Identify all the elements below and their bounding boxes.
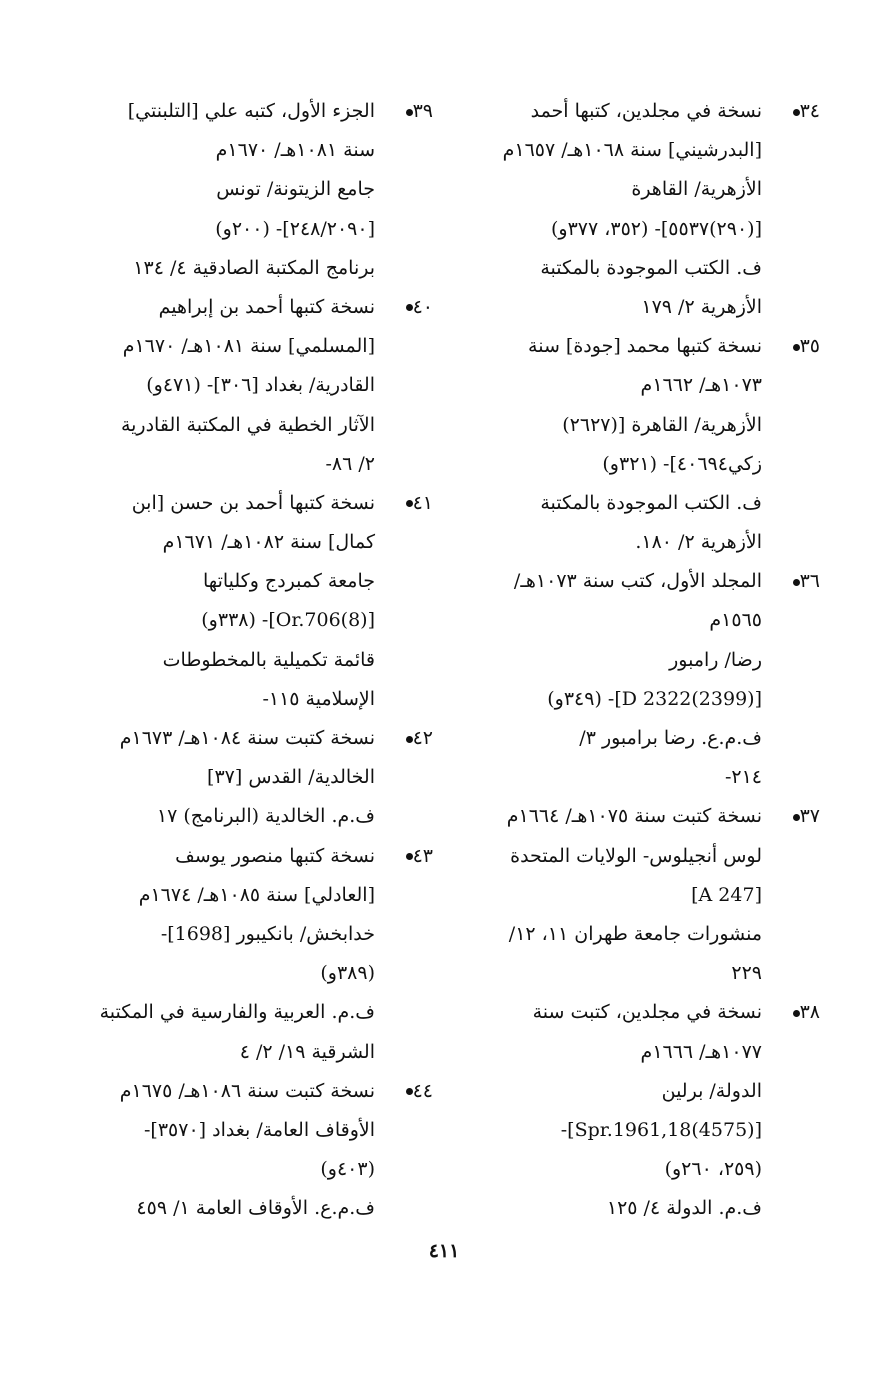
entry-line-text: ف.م.ع. رضا برامبور ٣/	[579, 727, 762, 749]
bullet-icon	[793, 814, 800, 821]
manuscript-entry	[470, 327, 820, 562]
entry-number-text: ٤٤	[412, 1079, 433, 1102]
bullet-icon	[406, 853, 413, 860]
manuscript-entry	[88, 837, 433, 1072]
entry-line-text: نسخة كتبت سنة ١٠٧٥هـ/ ١٦٦٤م	[506, 805, 762, 828]
entry-first-line	[88, 92, 433, 131]
page-number: ٤١١	[428, 1240, 460, 1262]
entry-first-line	[470, 797, 820, 836]
entry-line-text: زكي٤٠٦٩٤]- (٣٢١و)	[602, 452, 762, 475]
entry-line-text: نسخة كتبها منصور يوسف	[175, 844, 375, 867]
entry-first-line	[88, 288, 433, 327]
entry-line-text: الأزهرية ٢/ ١٨٠.	[635, 531, 762, 554]
entry-first-line	[470, 327, 820, 366]
entry-line-text: نسخة في مجلدين، كتبت سنة	[532, 1001, 762, 1024]
entry-line-text: [٢٤٨/٢٠٩٠]- (٢٠٠و)	[215, 217, 375, 240]
entry-line-text: الأزهرية ٢/ ١٧٩	[641, 295, 762, 318]
entry-line-text: منشورات جامعة طهران ١١، ١٢/	[508, 922, 762, 945]
entry-first-line	[470, 993, 820, 1032]
bullet-icon	[406, 736, 413, 743]
manuscript-entry	[470, 797, 820, 993]
entry-line-text: [المسلمي] سنة ١٠٨١هـ/ ١٦٧٠م	[122, 335, 375, 358]
entry-line-text: [Or.706(8)]- (٣٣٨و)	[201, 609, 375, 632]
entry-line-text: ف. الكتب الموجودة بالمكتبة	[540, 256, 762, 279]
entry-line-text: سنة ١٠٨١هـ/ ١٦٧٠م	[215, 139, 375, 162]
bullet-icon	[406, 304, 413, 311]
entry-line-text: نسخة كتبت سنة ١٠٨٤هـ/ ١٦٧٣م	[119, 727, 375, 749]
entry-line-text: ف.م. الخالدية (البرنامج) ١٧	[156, 805, 375, 828]
entry-line-text: نسخة كتبها محمد [جودة] سنة	[528, 335, 762, 358]
entry-line-text: برنامج المكتبة الصادقية ٤/ ١٣٤	[133, 256, 375, 279]
bullet-icon	[406, 1088, 413, 1095]
entry-number-text: ٣٤	[799, 100, 820, 122]
entry-line-text: رضا/ رامبور	[669, 648, 762, 671]
entry-line-text: نسخة كتبت سنة ١٠٨٦هـ/ ١٦٧٥م	[119, 1079, 375, 1102]
manuscript-entry	[88, 484, 433, 719]
entry-line-text: [(٢٩٠)٥٥٣٧]- (٣٥٢، ٣٧٧و)	[550, 217, 762, 240]
entry-line-text: الشرقية ١٩/ ٢/ ٤	[239, 1040, 375, 1063]
entry-number-text: ٣٨	[799, 1001, 820, 1024]
bullet-icon	[406, 500, 413, 507]
manuscript-entry	[88, 288, 433, 484]
entry-line-text: جامع الزيتونة/ تونس	[216, 178, 375, 201]
entry-first-line	[88, 484, 433, 523]
entry-first-line	[470, 562, 820, 601]
entry-number-text: ٤٣	[412, 844, 433, 867]
manuscript-entry	[470, 993, 820, 1228]
entry-line-text: الأزهرية/ القاهرة	[631, 178, 762, 201]
right-column	[470, 92, 820, 1228]
entry-line-text: قائمة تكميلية بالمخطوطات	[162, 648, 375, 671]
entry-line-text: [A 247]	[691, 883, 762, 906]
entry-number	[762, 92, 820, 131]
entry-line-text: نسخة كتبها أحمد بن حسن [ابن	[131, 491, 375, 514]
entry-line-text: [D 2322(2399)]- (٣٤٩و)	[547, 687, 762, 710]
left-column	[88, 92, 433, 1228]
entry-first-line	[470, 92, 820, 131]
manuscript-entry	[470, 92, 820, 327]
entry-number	[762, 993, 820, 1032]
manuscript-entry	[470, 562, 820, 797]
entry-number	[375, 837, 433, 876]
entry-line-text: نسخة في مجلدين، كتبها أحمد	[530, 100, 762, 122]
entry-line-text: الأوقاف العامة/ بغداد [٣٥٧٠]-	[143, 1118, 375, 1141]
manuscript-entry	[88, 1072, 433, 1229]
entry-line-text: ١٠٧٣هـ/ ١٦٦٢م	[640, 374, 762, 397]
entry-number	[375, 92, 433, 131]
entry-number-text: ٣٧	[799, 805, 820, 828]
entry-number-text: ٣٥	[799, 335, 820, 358]
entry-line-text: الأزهرية/ القاهرة [(٢٦٢٧)	[562, 413, 762, 436]
entry-line-text: الآثار الخطية في المكتبة القادرية	[120, 413, 375, 436]
entry-line-text: نسخة كتبها أحمد بن إبراهيم	[158, 295, 375, 318]
manuscript-entry	[88, 719, 433, 837]
entry-line-text: القادرية/ بغداد [٣٠٦]- (٤٧١و)	[146, 374, 375, 397]
entry-line-text: جامعة كمبردج وكلياتها	[203, 570, 375, 593]
entry-number	[762, 327, 820, 366]
entry-line-text: [العادلي] سنة ١٠٨٥هـ/ ١٦٧٤م	[138, 883, 375, 906]
manuscript-entry	[88, 92, 433, 288]
entry-line-text: ٢١٤-	[724, 766, 762, 789]
entry-line-text: ف.م. الدولة ٤/ ١٢٥	[606, 1197, 762, 1220]
entry-first-line	[88, 837, 433, 876]
bullet-icon	[793, 109, 800, 116]
entry-first-line	[88, 719, 433, 758]
entry-line-text: ٢/ ٨٦-	[325, 452, 375, 475]
entry-line-text: خدابخش/ بانكيبور [1698]-	[160, 922, 375, 945]
entry-line-text: (٣٨٩و)	[320, 962, 375, 985]
bullet-icon	[406, 109, 413, 116]
entry-line-text: الخالدية/ القدس [٣٧]	[207, 766, 375, 789]
entry-line-text: ف.م. العربية والفارسية في المكتبة	[99, 1001, 375, 1024]
entry-first-line	[88, 1072, 433, 1111]
entry-number	[375, 1072, 433, 1111]
entry-number-text: ٤١	[412, 491, 433, 514]
entry-number-text: ٣٩	[412, 100, 433, 122]
entry-line-text: (٤٠٣و)	[320, 1158, 375, 1181]
entry-line-text: المجلد الأول، كتب سنة ١٠٧٣هـ/	[513, 570, 762, 593]
entry-number	[375, 719, 433, 758]
entry-line-text: ٢٢٩	[731, 962, 762, 985]
entry-line-text: (٢٥٩، ٢٦٠و)	[664, 1158, 762, 1181]
bullet-icon	[793, 1010, 800, 1017]
bullet-icon	[793, 579, 800, 586]
entry-number	[375, 288, 433, 327]
entry-number	[375, 484, 433, 523]
entry-line-text: [البدرشيني] سنة ١٠٦٨هـ/ ١٦٥٧م	[502, 139, 762, 162]
entry-line-text: [Spr.1961,18(4575)]-	[560, 1118, 762, 1141]
entry-line-text: الدولة/ برلين	[661, 1079, 762, 1102]
entry-line-text: ف. الكتب الموجودة بالمكتبة	[540, 491, 762, 514]
entry-number	[762, 797, 820, 836]
entry-number-text: ٤٠	[412, 295, 433, 318]
entry-line-text: ١٠٧٧هـ/ ١٦٦٦م	[640, 1040, 762, 1063]
entry-number	[762, 562, 820, 601]
entry-line-text: ف.م.ع. الأوقاف العامة ١/ ٤٥٩	[136, 1197, 375, 1220]
bullet-icon	[793, 344, 800, 351]
entry-number-text: ٣٦	[799, 570, 820, 593]
entry-line-text: ١٥٦٥م	[709, 609, 762, 632]
entry-number-text: ٤٢	[412, 727, 433, 749]
entry-line-text: لوس أنجيلوس- الولايات المتحدة	[510, 844, 762, 867]
entry-line-text: الجزء الأول، كتبه علي [التلبنتي]	[127, 100, 375, 122]
entry-line-text: الإسلامية ١١٥-	[262, 687, 375, 710]
entry-line-text: كمال] سنة ١٠٨٢هـ/ ١٦٧١م	[162, 531, 375, 554]
